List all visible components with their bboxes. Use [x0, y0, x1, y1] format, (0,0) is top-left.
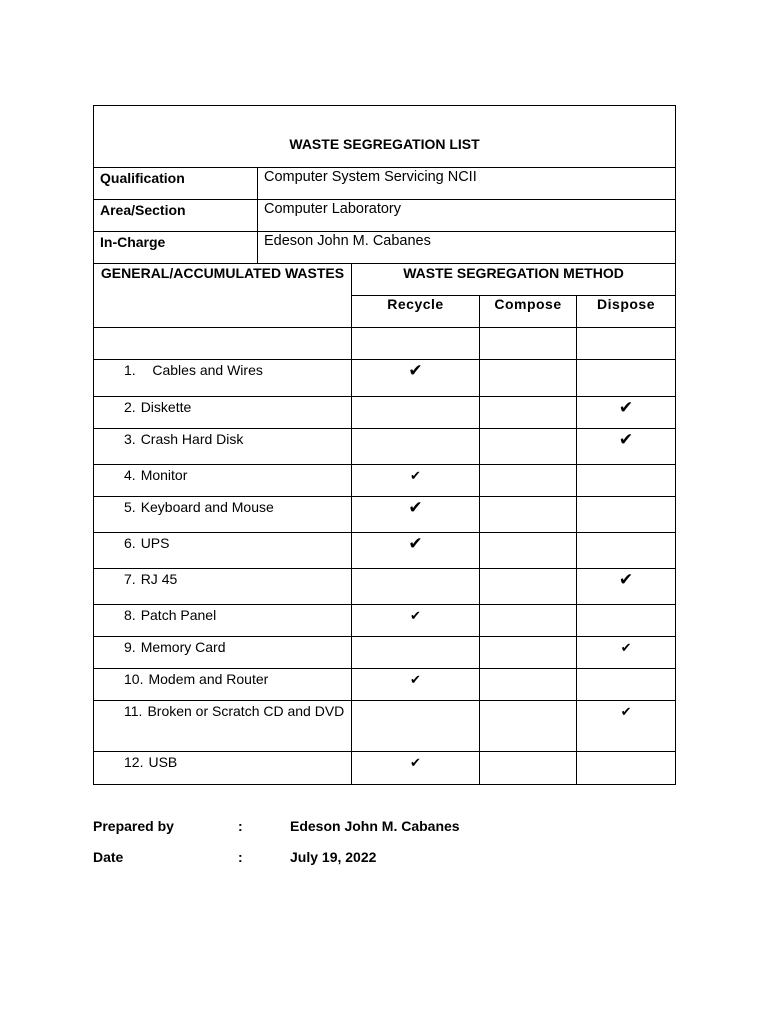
recycle-cell	[352, 669, 480, 701]
method-column-header: WASTE SEGREGATION METHOD	[352, 264, 676, 296]
date-colon: :	[238, 849, 243, 865]
dispose-cell	[577, 752, 676, 785]
dispose-column-header: Dispose	[577, 296, 676, 328]
dispose-cell	[577, 497, 676, 533]
waste-item-cell	[94, 752, 352, 785]
waste-item-cell	[94, 701, 352, 752]
waste-item	[94, 669, 351, 689]
waste-item	[94, 752, 351, 772]
checkmark-icon: ✔	[618, 430, 634, 449]
item-label: Keyboard and Mouse	[140, 499, 274, 515]
waste-item	[94, 569, 351, 589]
dispose-cell	[577, 533, 676, 569]
recycle-cell	[352, 497, 480, 533]
checkmark-icon: ✔	[410, 672, 421, 687]
compose-cell	[480, 669, 577, 701]
qualification-label: Qualification	[94, 168, 258, 200]
area-section-value: Computer Laboratory	[258, 200, 676, 232]
table-row	[94, 397, 676, 429]
waste-item	[94, 397, 351, 417]
waste-item-cell	[94, 397, 352, 429]
table-row	[94, 465, 676, 497]
item-number: 6.	[124, 535, 136, 551]
recycle-column-header: Recycle	[352, 296, 480, 328]
compose-cell	[480, 397, 577, 429]
waste-item-cell	[94, 637, 352, 669]
recycle-cell	[352, 429, 480, 465]
waste-item-cell	[94, 497, 352, 533]
info-row-qualification	[94, 168, 676, 200]
waste-item	[94, 605, 351, 625]
recycle-cell	[352, 360, 480, 397]
checkmark-icon: ✔	[618, 398, 634, 417]
waste-item-cell	[94, 569, 352, 605]
blank-cell	[480, 328, 577, 360]
dispose-cell	[577, 465, 676, 497]
compose-cell	[480, 637, 577, 669]
item-label: USB	[148, 754, 178, 770]
checkmark-icon: ✔	[408, 361, 423, 380]
recycle-cell	[352, 533, 480, 569]
waste-item	[94, 360, 351, 380]
item-label: Cables and Wires	[152, 362, 263, 378]
prepared-by-value: Edeson John M. Cabanes	[290, 818, 460, 834]
compose-cell	[480, 465, 577, 497]
item-number: 10.	[124, 671, 144, 687]
recycle-cell	[352, 569, 480, 605]
item-label: Crash Hard Disk	[140, 431, 244, 447]
waste-item	[94, 533, 351, 553]
waste-item-cell	[94, 605, 352, 637]
item-label: Modem and Router	[148, 671, 269, 687]
waste-item-cell	[94, 465, 352, 497]
dispose-cell	[577, 569, 676, 605]
table-row	[94, 637, 676, 669]
recycle-cell	[352, 701, 480, 752]
item-number: 8.	[124, 607, 136, 623]
waste-item-cell	[94, 669, 352, 701]
recycle-cell	[352, 465, 480, 497]
compose-cell	[480, 752, 577, 785]
item-label: Memory Card	[140, 639, 226, 655]
recycle-cell	[352, 637, 480, 669]
checkmark-icon: ✔	[410, 468, 421, 483]
blank-cell	[94, 328, 352, 360]
table-row	[94, 569, 676, 605]
item-number: 3.	[124, 431, 136, 447]
item-label: Patch Panel	[140, 607, 217, 623]
item-number: 9.	[124, 639, 136, 655]
compose-cell	[480, 569, 577, 605]
waste-item	[94, 701, 351, 721]
item-label: Broken or Scratch CD and DVD	[147, 703, 345, 719]
table-row	[94, 605, 676, 637]
checkmark-icon: ✔	[408, 534, 423, 553]
checkmark-icon: ✔	[410, 608, 421, 623]
dispose-cell	[577, 605, 676, 637]
table-row	[94, 669, 676, 701]
item-label: RJ 45	[140, 571, 178, 587]
item-number: 7.	[124, 571, 136, 587]
item-number: 4.	[124, 467, 136, 483]
table-row	[94, 752, 676, 785]
checkmark-icon: ✔	[620, 704, 632, 719]
info-row-in-charge	[94, 232, 676, 264]
prepared-by-label: Prepared by	[93, 818, 174, 834]
dispose-cell	[577, 701, 676, 752]
header-row-method	[94, 264, 676, 296]
compose-cell	[480, 429, 577, 465]
waste-item-cell	[94, 429, 352, 465]
table-row	[94, 360, 676, 397]
table-row	[94, 429, 676, 465]
table-row	[94, 701, 676, 752]
compose-cell	[480, 701, 577, 752]
recycle-cell	[352, 397, 480, 429]
waste-column-header: GENERAL/ACCUMULATED WASTES	[94, 264, 352, 328]
checkmark-icon: ✔	[408, 498, 423, 517]
compose-cell	[480, 605, 577, 637]
waste-item-cell	[94, 533, 352, 569]
item-number: 11.	[124, 703, 143, 719]
qualification-value: Computer System Servicing NCII	[258, 168, 676, 200]
checkmark-icon: ✔	[410, 755, 421, 770]
info-row-area	[94, 200, 676, 232]
dispose-cell	[577, 397, 676, 429]
dispose-cell	[577, 429, 676, 465]
item-number: 2.	[124, 399, 136, 415]
in-charge-label: In-Charge	[94, 232, 258, 264]
compose-column-header: Compose	[480, 296, 577, 328]
compose-cell	[480, 497, 577, 533]
document-title: WASTE SEGREGATION LIST	[94, 106, 676, 168]
compose-cell	[480, 533, 577, 569]
waste-item	[94, 497, 351, 517]
dispose-cell	[577, 669, 676, 701]
dispose-cell	[577, 637, 676, 669]
item-rows	[94, 360, 676, 785]
area-section-label: Area/Section	[94, 200, 258, 232]
item-label: Monitor	[140, 467, 188, 483]
waste-item	[94, 429, 351, 449]
item-number: 12.	[124, 754, 144, 770]
checkmark-icon: ✔	[620, 640, 632, 655]
blank-cell	[352, 328, 480, 360]
dispose-cell	[577, 360, 676, 397]
table-row	[94, 533, 676, 569]
item-number: 1.	[124, 362, 148, 378]
title-row	[94, 106, 676, 168]
table-row	[94, 497, 676, 533]
waste-segregation-table	[93, 105, 676, 785]
recycle-cell	[352, 752, 480, 785]
item-label: UPS	[140, 535, 170, 551]
in-charge-value: Edeson John M. Cabanes	[258, 232, 676, 264]
waste-item	[94, 637, 351, 657]
item-label: Diskette	[140, 399, 192, 415]
date-label: Date	[93, 849, 124, 865]
waste-item	[94, 465, 351, 485]
blank-cell	[577, 328, 676, 360]
checkmark-icon: ✔	[618, 570, 634, 589]
compose-cell	[480, 360, 577, 397]
waste-item-cell	[94, 360, 352, 397]
date-value: July 19, 2022	[290, 849, 377, 865]
item-number: 5.	[124, 499, 136, 515]
blank-row	[94, 328, 676, 360]
prepared-by-colon: :	[238, 818, 243, 834]
recycle-cell	[352, 605, 480, 637]
